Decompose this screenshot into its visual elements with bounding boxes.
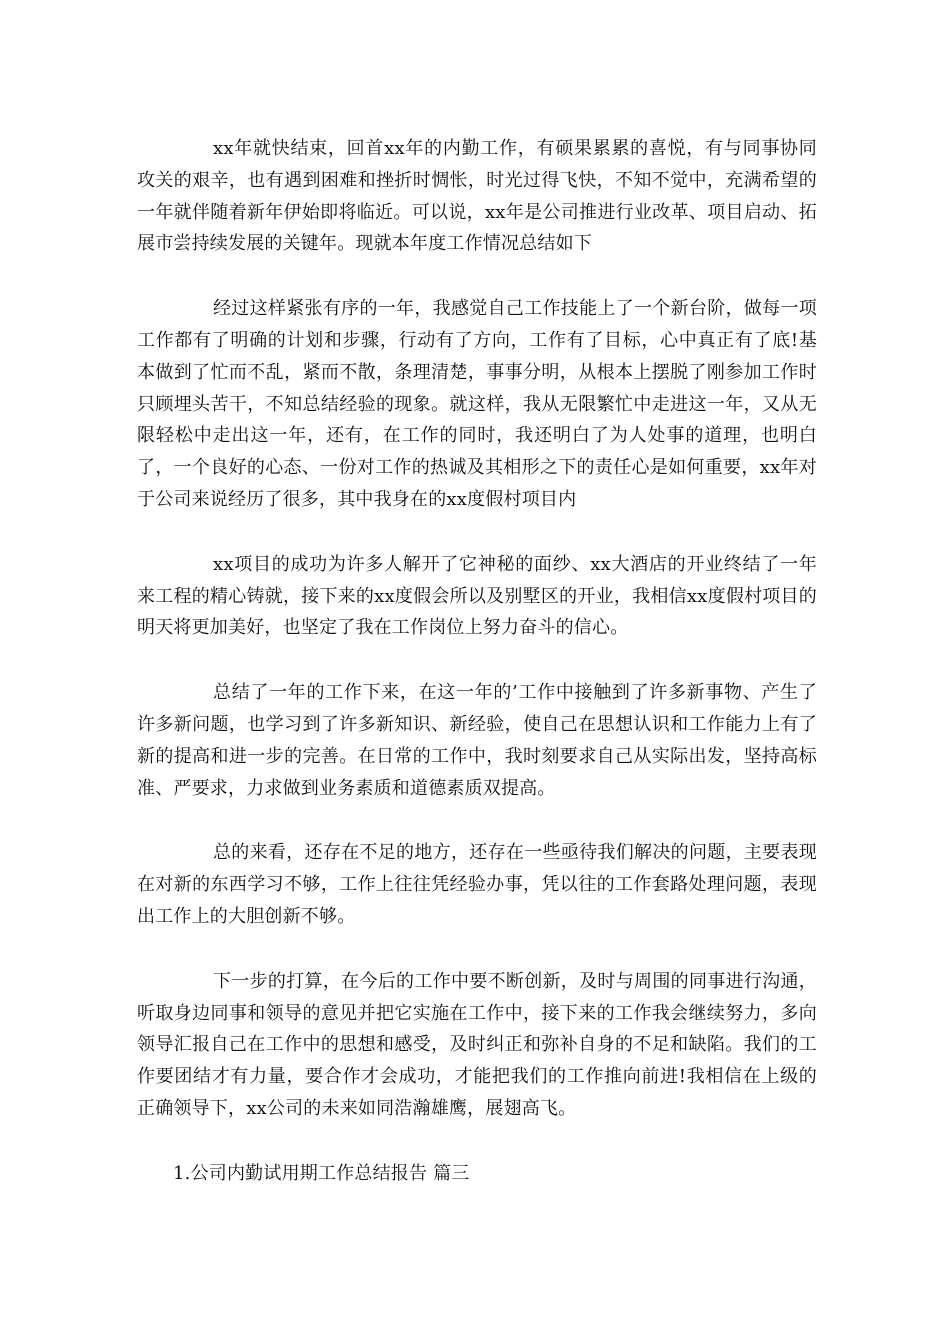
paragraph-1: xx年就快结束，回首xx年的内勤工作，有硕果累累的喜悦，有与同事协同攻关的艰辛，也有遇到困难和挫折时惆怅，时光过得飞快，不知不觉中，充满希望的一年就伴随着新年伊始即将临近。可以说，xx年是公司推进行业改革、项目启动、拓展市尝持续发展的关键年。现就本年度工作情况总结如下: [137, 138, 817, 255]
paragraph-4: 总结了一年的工作下来，在这一年的’工作中接触到了许多新事物、产生了许多新问题，也学习到了许多新知识、新经验，使自己在思想认识和工作能力上有了新的提高和进一步的完善。在日常的工作中，我时刻要求自己从实际出发，坚持高标准、严要求，力求做到业务素质和道德素质双提高。: [137, 682, 817, 799]
paragraph-2: 经过这样紧张有序的一年，我感觉自己工作技能上了一个新台阶，做每一项工作都有了明确的计划和步骤，行动有了方向，工作有了目标，心中真正有了底!基本做到了忙而不乱，紧而不散，条理清楚，事事分明，从根本上摆脱了刚参加工作时只顾埋头苦干，不知总结经验的现象。就这样，我从无限繁忙中走进这一年，又从无限轻松中走出这一年，还有，在工作的同时，我还明白了为人处事的道理，也明白了，一个良好的心态、一份对工作的热诚及其相形之下的责任心是如何重要，xx年对于公司来说经历了很多，其中我身在的xx度假村项目内: [137, 298, 817, 510]
paragraph-6: 下一步的打算，在今后的工作中要不断创新，及时与周围的同事进行沟通，听取身边同事和领导的意见并把它实施在工作中，接下来的工作我会继续努力，多向领导汇报自己在工作中的思想和感受，及时纠正和弥补自身的不足和缺陷。我们的工作要团结才有力量，要合作才会成功，才能把我们的工作推向前进!我相信在上级的正确领导下，xx公司的未来如同浩瀚雄鹰，展翅高飞。: [137, 970, 817, 1119]
paragraph-5: 总的来看，还存在不足的地方，还存在一些亟待我们解决的问题，主要表现在对新的东西学习不够，工作上往往凭经验办事，凭以往的工作套路处理问题，表现出工作上的大胆创新不够。: [137, 842, 817, 927]
section-heading-item: 1.公司内勤试用期工作总结报告 篇三: [173, 1162, 470, 1184]
paragraph-3: xx项目的成功为许多人解开了它神秘的面纱、xx大酒店的开业终结了一年来工程的精心铸就，接下来的xx度假会所以及别墅区的开业，我相信xx度假村项目的明天将更加美好，也坚定了我在工作岗位上努力奋斗的信心。: [137, 553, 817, 639]
document-body: [137, 133, 817, 1190]
